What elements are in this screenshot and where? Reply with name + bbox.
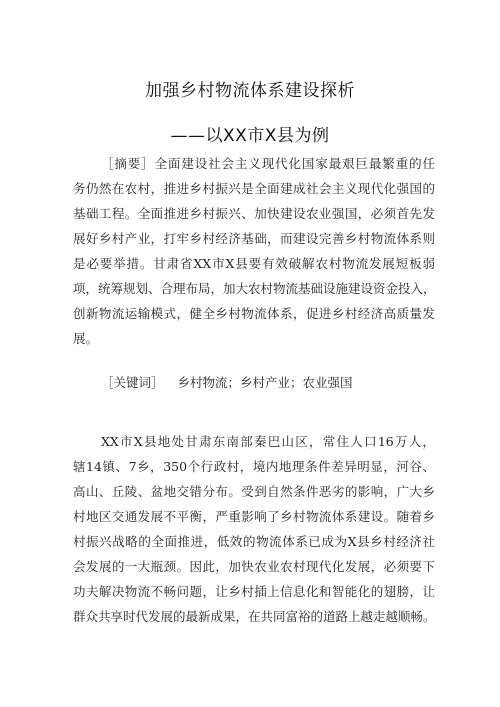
- abstract-line: 展。: [73, 331, 99, 346]
- keywords-line: [101, 370, 353, 395]
- body-line: 高山、丘陵、盆地交错分布。受到自然条件恶劣的影响，广大乡: [73, 484, 435, 499]
- abstract-line: 是必要举措。甘肃省XX市X县要有效破解农村物流发展短板弱: [73, 256, 435, 271]
- body-line: 会发展的一大瓶颈。因此，加快农业农村现代化发展，必须要下: [73, 559, 435, 574]
- body-line: 群众共享时代发展的最新成果，在共同富裕的道路上越走越顺畅。: [73, 609, 436, 624]
- abstract-line: 项，统筹规划、合理布局，加大农村物流基础设施建设资金投入，: [73, 281, 436, 296]
- body-line: 辖14镇、7乡，350个行政村，境内地理条件差异明显，河谷、: [73, 459, 435, 474]
- abstract-line: 务仍然在农村，推进乡村振兴是全面建成社会主义现代化强国的: [73, 181, 435, 196]
- body-line: 功夫解决物流不畅问题，让乡村插上信息化和智能化的翅膀，让: [73, 584, 435, 599]
- body-line: XX市X县地处甘肃东南部秦巴山区，常住人口16万人，: [101, 434, 435, 449]
- body-line: 村振兴战略的全面推进，低效的物流体系已成为X县乡村经济社: [73, 534, 435, 549]
- abstract-paragraph: [73, 151, 435, 351]
- document-title: 加强乡村物流体系建设探析: [145, 81, 355, 101]
- abstract-line: ［摘要］全面建设社会主义现代化国家最艰巨最繁重的任: [101, 156, 435, 171]
- abstract-line: 基础工程。全面推进乡村振兴、加快建设农业强国，必须首先发: [73, 206, 435, 221]
- abstract-line: 创新物流运输模式，健全乡村物流体系，促进乡村经济高质量发: [73, 306, 435, 321]
- abstract-line: 展好乡村产业，打牢乡村经济基础，而建设完善乡村物流体系则: [73, 231, 435, 246]
- keywords-text: 乡村物流；乡村产业；农业强国: [177, 375, 353, 390]
- body-paragraph: [73, 429, 435, 629]
- document-subtitle: ——以XX市X县为例: [170, 126, 330, 146]
- keywords-label: ［关键词］: [101, 375, 164, 390]
- body-line: 村地区交通发展不平衡，严重影响了乡村物流体系建设。随着乡: [73, 509, 435, 524]
